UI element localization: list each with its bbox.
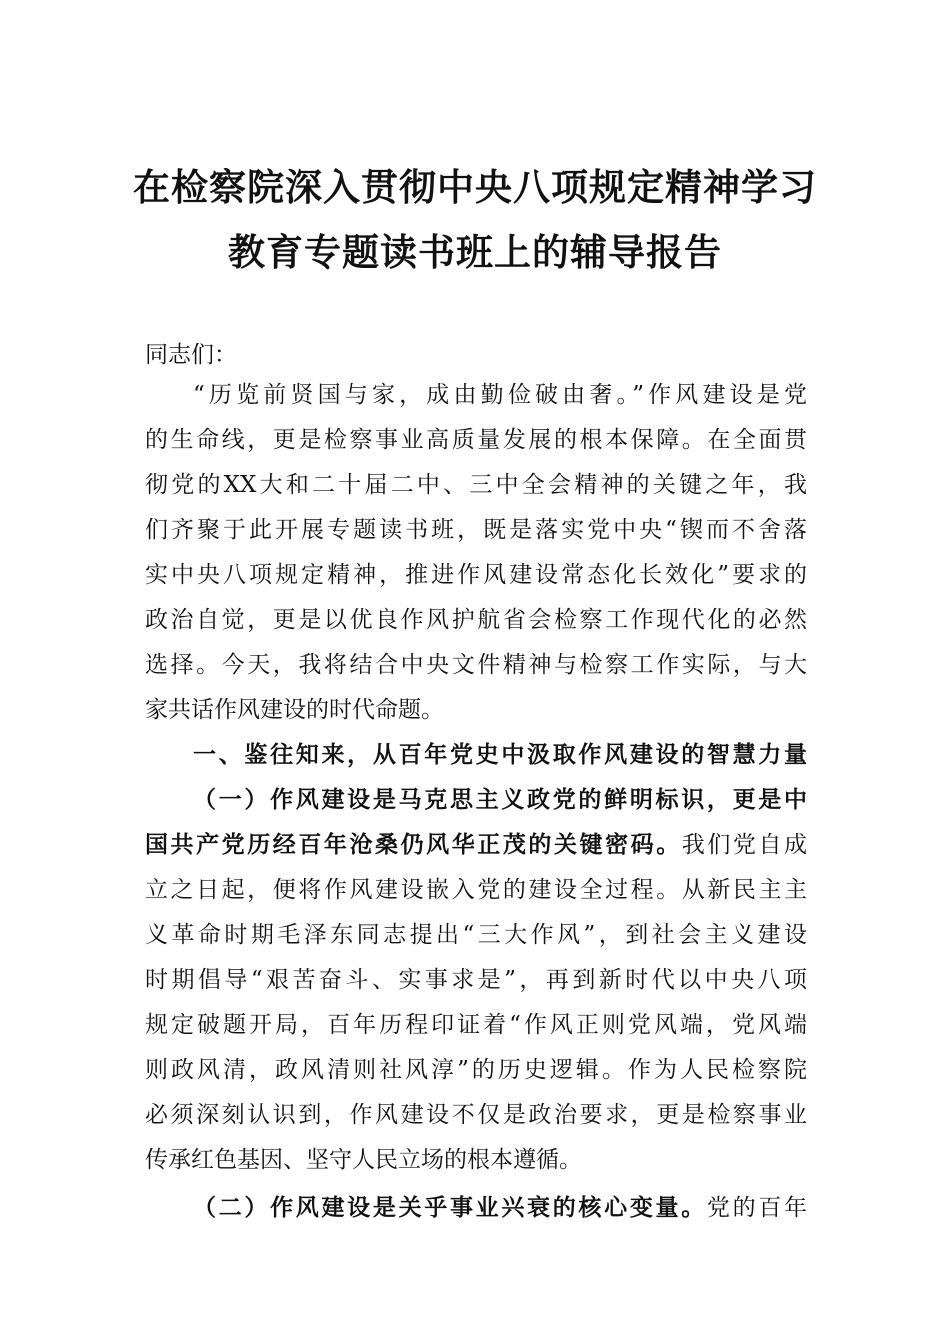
paragraph-line: 彻党的XX大和二十届二中、三中全会精神的关键之年，我 xyxy=(145,472,807,498)
paragraph-line: 传承红色基因、坚守人民立场的根本遵循。 xyxy=(145,1147,582,1173)
paragraph-text: 我们党自成 xyxy=(681,832,808,858)
subsection-lead-continued: 国共产党历经百年沧桑仍风华正茂的关键密码。 xyxy=(145,831,682,858)
subsection-lead: （二）作风建设是关乎事业兴衰的核心变量。 xyxy=(193,1194,707,1221)
paragraph-line: 政治自觉，更是以优良作风护航省会检察工作现代化的必然 xyxy=(145,607,807,633)
paragraph-line: 们齐聚于此开展专题读书班，既是落实党中央“锲而不舍落 xyxy=(145,517,807,543)
subsection-lead: （一）作风建设是马克思主义政党的鲜明标识，更是中 xyxy=(193,786,807,813)
paragraph-line: 时期倡导“艰苦奋斗、实事求是”，再到新时代以中央八项 xyxy=(145,967,807,993)
paragraph-line: 选择。今天，我将结合中央文件精神与检察工作实际，与大 xyxy=(145,652,807,678)
paragraph-line: 家共话作风建设的时代命题。 xyxy=(145,697,444,723)
paragraph-line: 则政风清，政风清则社风淳”的历史逻辑。作为人民检察院 xyxy=(145,1057,807,1083)
paragraph-line-mixed xyxy=(193,1188,807,1228)
salutation: 同志们： xyxy=(145,342,237,368)
paragraph-line: 立之日起，便将作风建设嵌入党的建设全过程。从新民主主 xyxy=(145,877,807,903)
paragraph-line: “历览前贤国与家，成由勤俭破由奢。”作风建设是党 xyxy=(193,382,807,408)
paragraph-line: 规定破题开局，百年历程印证着“作风正则党风端，党风端 xyxy=(145,1012,807,1038)
paragraph-line: 的生命线，更是检察事业高质量发展的根本保障。在全面贯 xyxy=(145,427,807,453)
paragraph-text: 党的百年 xyxy=(706,1195,808,1221)
paragraph-line-mixed xyxy=(145,825,807,865)
paragraph-line: 实中央八项规定精神，推进作风建设常态化长效化”要求的 xyxy=(145,562,807,588)
section-heading: 一、鉴往知来，从百年党史中汲取作风建设的智慧力量 xyxy=(193,741,807,768)
paragraph-line: 必须深刻认识到，作风建设不仅是政治要求，更是检察事业 xyxy=(145,1102,807,1128)
document-title-line-1: 在检察院深入贯彻中央八项规定精神学习 xyxy=(133,165,817,209)
document-title-line-2: 教育专题读书班上的辅导报告 xyxy=(228,230,722,274)
paragraph-line: 义革命时期毛泽东同志提出“三大作风”，到社会主义建设 xyxy=(145,922,807,948)
